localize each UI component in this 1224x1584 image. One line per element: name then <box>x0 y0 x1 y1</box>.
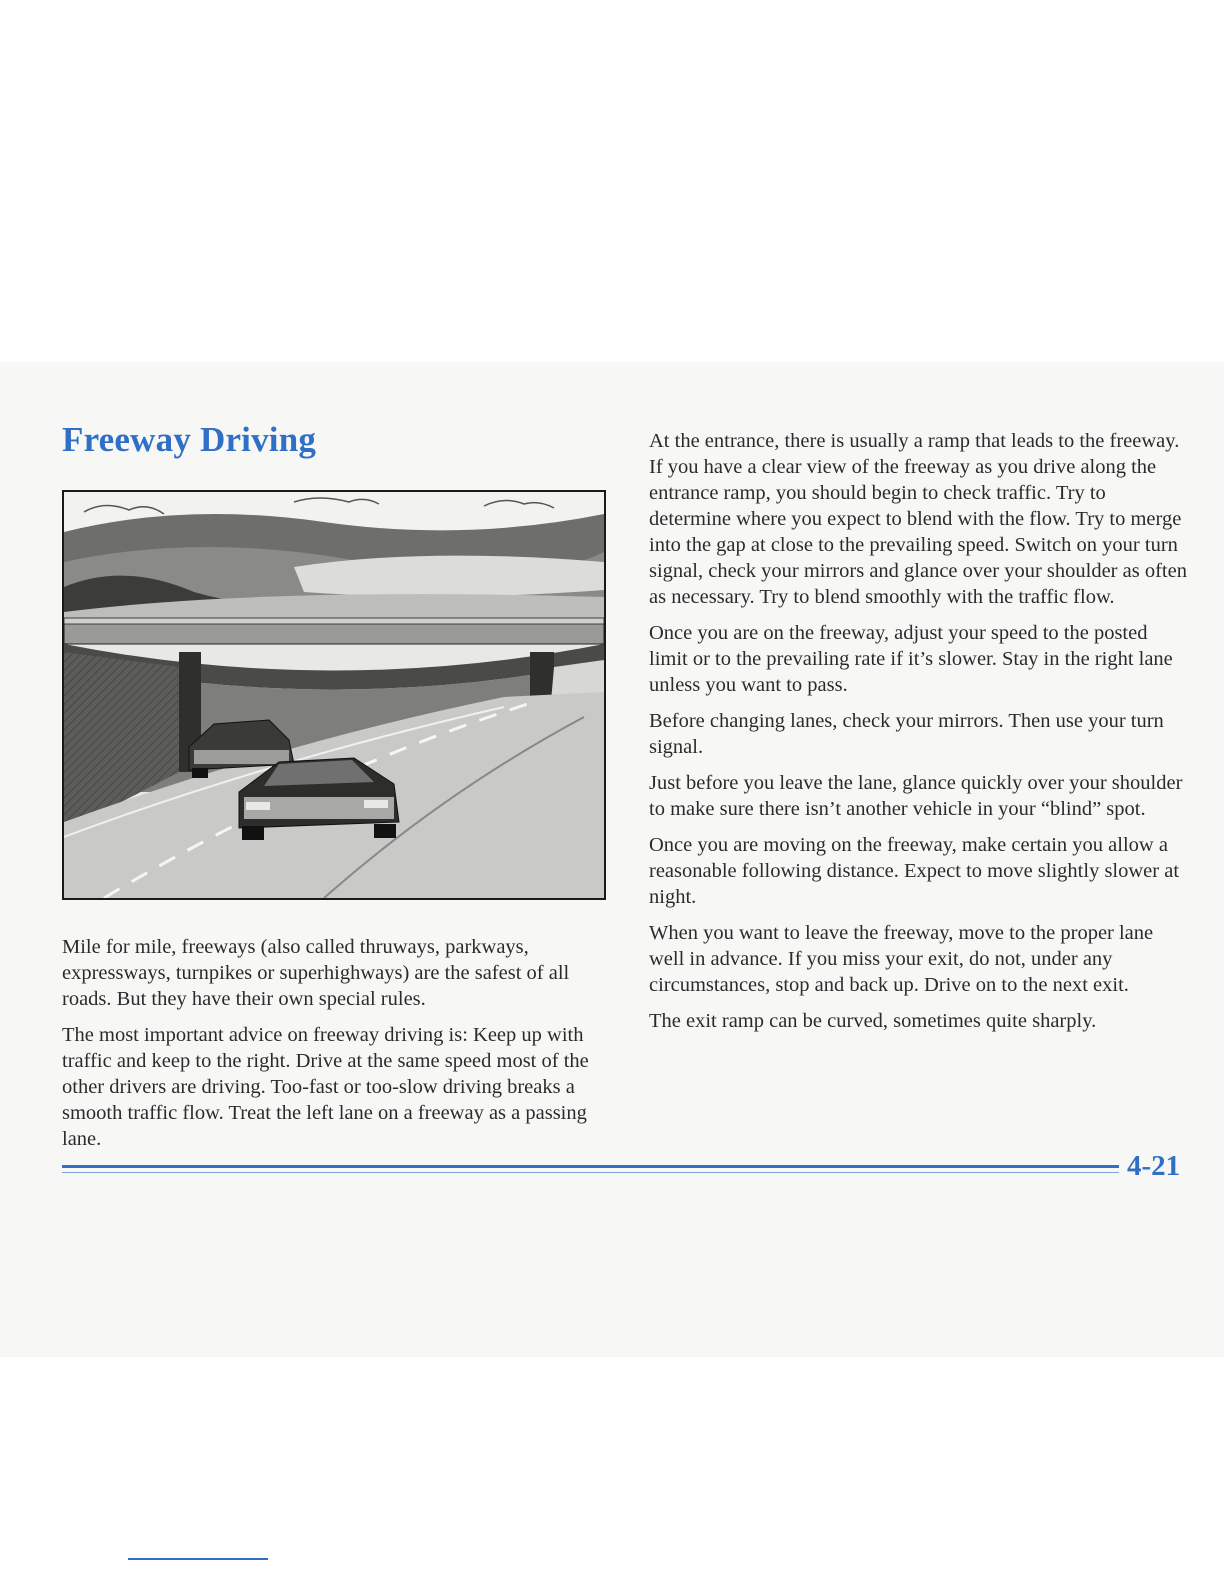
paragraph: Just before you leave the lane, glance quickly over your shoulder to make sure there isn’t another vehicle in your “blind” spot. <box>649 772 1183 820</box>
highway-illustration <box>62 490 606 900</box>
right-column <box>649 428 1189 1044</box>
left-column <box>62 934 607 1162</box>
paragraph: Once you are moving on the freeway, make certain you allow a reasonable following distance. Expect to move slightly slower at night. <box>649 834 1180 908</box>
footer-rule-thin <box>62 1172 1119 1173</box>
paragraph: At the entrance, there is usually a ramp that leads to the freeway. If you have a clear view of the freeway as you drive along the entrance ramp, you should begin to check traffic. Try to determine where you expect to blend with the flow. Try to merge into the gap at close to the prevailing speed. Switch on your turn signal, check your mirrors and glance over your shoulder as often as necessary. Try to blend smoothly with the traffic flow. <box>649 430 1187 608</box>
paragraph: Once you are on the freeway, adjust your speed to the posted limit or to the prevailing rate if it’s slower. Stay in the right lane unless you want to pass. <box>649 622 1173 696</box>
paragraph: Mile for mile, freeways (also called thruways, parkways, expressways, turnpikes or superhighways) are the safest of all roads. But they have their own special rules. <box>62 936 570 1010</box>
paragraph: The most important advice on freeway driving is: Keep up with traffic and keep to the right. Drive at the same speed most of the other drivers are driving. Too-fast or too-slow driving breaks a smooth traffic flow. Treat the left lane on a freeway as a passing lane. <box>62 1024 589 1150</box>
bottom-rule <box>128 1558 268 1560</box>
page-title: Freeway Driving <box>62 420 317 459</box>
paragraph: When you want to leave the freeway, move to the proper lane well in advance. If you miss your exit, do not, under any circumstances, stop and back up. Drive on to the next exit. <box>649 922 1154 996</box>
paragraph: The exit ramp can be curved, sometimes quite sharply. <box>649 1010 1097 1032</box>
page-number: 4-21 <box>1127 1150 1181 1182</box>
paragraph: Before changing lanes, check your mirrors. Then use your turn signal. <box>649 710 1164 758</box>
footer-rule <box>62 1165 1119 1168</box>
